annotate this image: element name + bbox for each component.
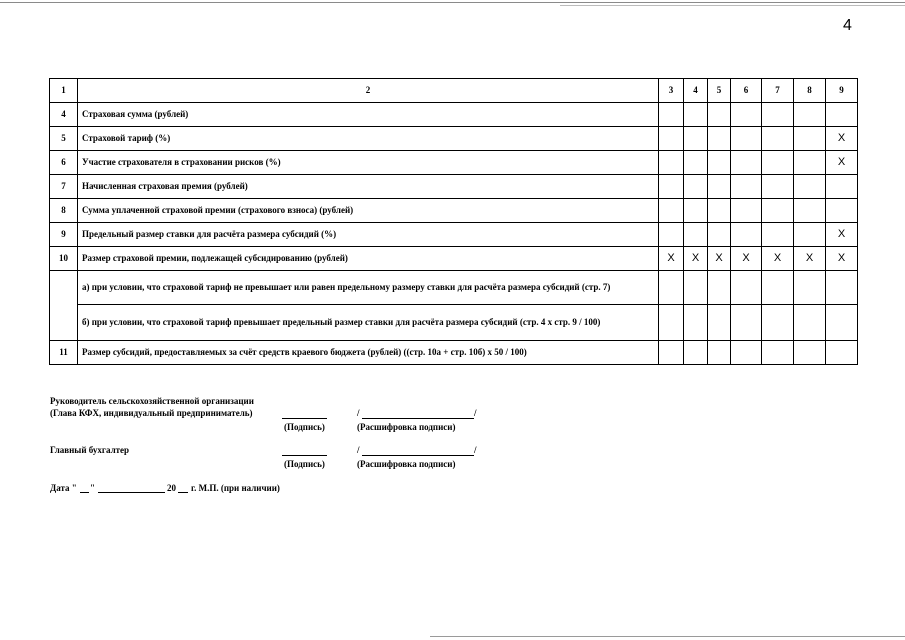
accountant-signature-line — [282, 455, 327, 456]
date-label: Дата " — [50, 483, 77, 493]
value-cell-col-6 — [731, 127, 762, 151]
table-row — [50, 175, 858, 199]
head-signature-line — [282, 418, 327, 419]
value-cell-col-8 — [794, 305, 826, 341]
value-cell-col-8 — [794, 151, 826, 175]
row-label-cell: б) при условии, что страховой тариф превышает предельный размер ставки для расчёта размера субсидий (стр. 4 х стр. 9 / 100) — [78, 305, 659, 341]
value-cell-col-6 — [731, 305, 762, 341]
value-cell-col-3 — [659, 305, 684, 341]
value-cell-col-7 — [762, 341, 794, 365]
value-cell-col-9 — [826, 305, 858, 341]
date-suffix: г. М.П. (при наличии) — [191, 483, 280, 493]
table-row — [50, 103, 858, 127]
value-cell-col-5 — [708, 341, 731, 365]
table-body — [50, 79, 858, 365]
row-number-cell: 8 — [50, 199, 78, 223]
date-day-line — [80, 492, 89, 493]
head-signature-caption: (Подпись) — [284, 422, 325, 432]
header-cell: 3 — [659, 79, 684, 103]
row-label-cell: а) при условии, что страховой тариф не превышает или равен предельному размеру ставки для расчёта размера субсидий (стр. 7) — [78, 271, 659, 305]
value-cell-col-6: X — [731, 247, 762, 271]
head-title-line1: Руководитель сельскохозяйственной организации — [50, 396, 254, 406]
value-cell-col-7 — [762, 103, 794, 127]
date-quote-close: " — [90, 483, 95, 493]
header-cell: 5 — [708, 79, 731, 103]
row-label-cell: Размер субсидий, предоставляемых за счёт средств краевого бюджета (рублей) ((стр. 10а + стр. 10б) х 50 / 100) — [78, 341, 659, 365]
value-cell-col-4 — [684, 127, 708, 151]
value-cell-col-5 — [708, 151, 731, 175]
value-cell-col-6 — [731, 341, 762, 365]
value-cell-col-3 — [659, 199, 684, 223]
value-cell-col-5 — [708, 199, 731, 223]
accountant-signature-caption: (Подпись) — [284, 459, 325, 469]
value-cell-col-9 — [826, 341, 858, 365]
value-cell-col-8 — [794, 199, 826, 223]
row-number-cell — [50, 271, 78, 341]
accountant-slash-open: / — [357, 445, 360, 455]
value-cell-col-3 — [659, 151, 684, 175]
value-cell-col-3 — [659, 175, 684, 199]
row-label-cell: Предельный размер ставки для расчёта размера субсидий (%) — [78, 223, 659, 247]
table-row — [50, 271, 858, 305]
row-label-cell: Начисленная страховая премия (рублей) — [78, 175, 659, 199]
value-cell-col-3 — [659, 127, 684, 151]
header-cell: 1 — [50, 79, 78, 103]
value-cell-col-6 — [731, 199, 762, 223]
value-cell-col-5 — [708, 223, 731, 247]
value-cell-col-3 — [659, 103, 684, 127]
row-label-cell: Участие страхователя в страховании рисков (%) — [78, 151, 659, 175]
head-decoding-caption: (Расшифровка подписи) — [357, 422, 456, 432]
subsidy-form-table — [49, 78, 858, 365]
row-number-cell: 7 — [50, 175, 78, 199]
head-decoding-line — [362, 418, 474, 419]
date-year-prefix: 20 — [167, 483, 176, 493]
row-label-cell: Размер страховой премии, подлежащей субсидированию (рублей) — [78, 247, 659, 271]
value-cell-col-5 — [708, 305, 731, 341]
row-label-cell: Сумма уплаченной страховой премии (страхового взноса) (рублей) — [78, 199, 659, 223]
value-cell-col-9 — [826, 175, 858, 199]
value-cell-col-7 — [762, 151, 794, 175]
value-cell-col-8 — [794, 271, 826, 305]
value-cell-col-9: X — [826, 247, 858, 271]
row-number-cell: 4 — [50, 103, 78, 127]
value-cell-col-6 — [731, 271, 762, 305]
value-cell-col-7 — [762, 223, 794, 247]
value-cell-col-5: X — [708, 247, 731, 271]
header-cell: 4 — [684, 79, 708, 103]
table-row — [50, 223, 858, 247]
value-cell-col-6 — [731, 175, 762, 199]
header-cell: 6 — [731, 79, 762, 103]
head-slash-close: / — [474, 408, 477, 418]
scan-edge-top-2 — [560, 5, 905, 6]
row-number-cell: 9 — [50, 223, 78, 247]
scan-edge-bottom — [430, 636, 905, 637]
value-cell-col-9 — [826, 271, 858, 305]
header-cell: 9 — [826, 79, 858, 103]
accountant-slash-close: / — [474, 445, 477, 455]
value-cell-col-4 — [684, 305, 708, 341]
value-cell-col-5 — [708, 175, 731, 199]
value-cell-col-4 — [684, 175, 708, 199]
value-cell-col-4 — [684, 151, 708, 175]
scan-edge-top — [0, 2, 905, 3]
table-row — [50, 127, 858, 151]
value-cell-col-4 — [684, 271, 708, 305]
value-cell-col-9 — [826, 103, 858, 127]
table-row — [50, 305, 858, 341]
row-label-cell: Страховая сумма (рублей) — [78, 103, 659, 127]
value-cell-col-9 — [826, 199, 858, 223]
accountant-decoding-caption: (Расшифровка подписи) — [357, 459, 456, 469]
accountant-title: Главный бухгалтер — [50, 445, 130, 455]
value-cell-col-6 — [731, 223, 762, 247]
row-number-cell: 10 — [50, 247, 78, 271]
date-year-line — [178, 492, 188, 493]
value-cell-col-9: X — [826, 151, 858, 175]
value-cell-col-6 — [731, 151, 762, 175]
value-cell-col-4 — [684, 199, 708, 223]
header-cell: 8 — [794, 79, 826, 103]
head-slash-open: / — [357, 408, 360, 418]
row-number-cell: 6 — [50, 151, 78, 175]
value-cell-col-3: X — [659, 247, 684, 271]
value-cell-col-6 — [731, 103, 762, 127]
head-title-line2: (Глава КФХ, индивидуальный предприниматель) — [50, 408, 253, 418]
value-cell-col-9: X — [826, 223, 858, 247]
table-header-row — [50, 79, 858, 103]
row-number-cell: 5 — [50, 127, 78, 151]
header-cell: 7 — [762, 79, 794, 103]
value-cell-col-5 — [708, 103, 731, 127]
value-cell-col-4: X — [684, 247, 708, 271]
value-cell-col-7: X — [762, 247, 794, 271]
value-cell-col-3 — [659, 223, 684, 247]
value-cell-col-8 — [794, 103, 826, 127]
value-cell-col-3 — [659, 271, 684, 305]
value-cell-col-7 — [762, 175, 794, 199]
value-cell-col-5 — [708, 271, 731, 305]
value-cell-col-5 — [708, 127, 731, 151]
value-cell-col-7 — [762, 127, 794, 151]
value-cell-col-7 — [762, 199, 794, 223]
value-cell-col-8: X — [794, 247, 826, 271]
value-cell-col-7 — [762, 305, 794, 341]
page-number: 4 — [843, 17, 852, 34]
value-cell-col-3 — [659, 341, 684, 365]
table-row — [50, 199, 858, 223]
date-month-line — [98, 492, 165, 493]
value-cell-col-8 — [794, 223, 826, 247]
table-row — [50, 247, 858, 271]
value-cell-col-8 — [794, 127, 826, 151]
value-cell-col-8 — [794, 341, 826, 365]
row-label-cell: Страховой тариф (%) — [78, 127, 659, 151]
value-cell-col-7 — [762, 271, 794, 305]
header-cell: 2 — [78, 79, 659, 103]
value-cell-col-4 — [684, 103, 708, 127]
table-row — [50, 151, 858, 175]
row-number-cell: 11 — [50, 341, 78, 365]
accountant-decoding-line — [362, 455, 474, 456]
value-cell-col-4 — [684, 341, 708, 365]
table-row — [50, 341, 858, 365]
value-cell-col-9: X — [826, 127, 858, 151]
value-cell-col-8 — [794, 175, 826, 199]
value-cell-col-4 — [684, 223, 708, 247]
